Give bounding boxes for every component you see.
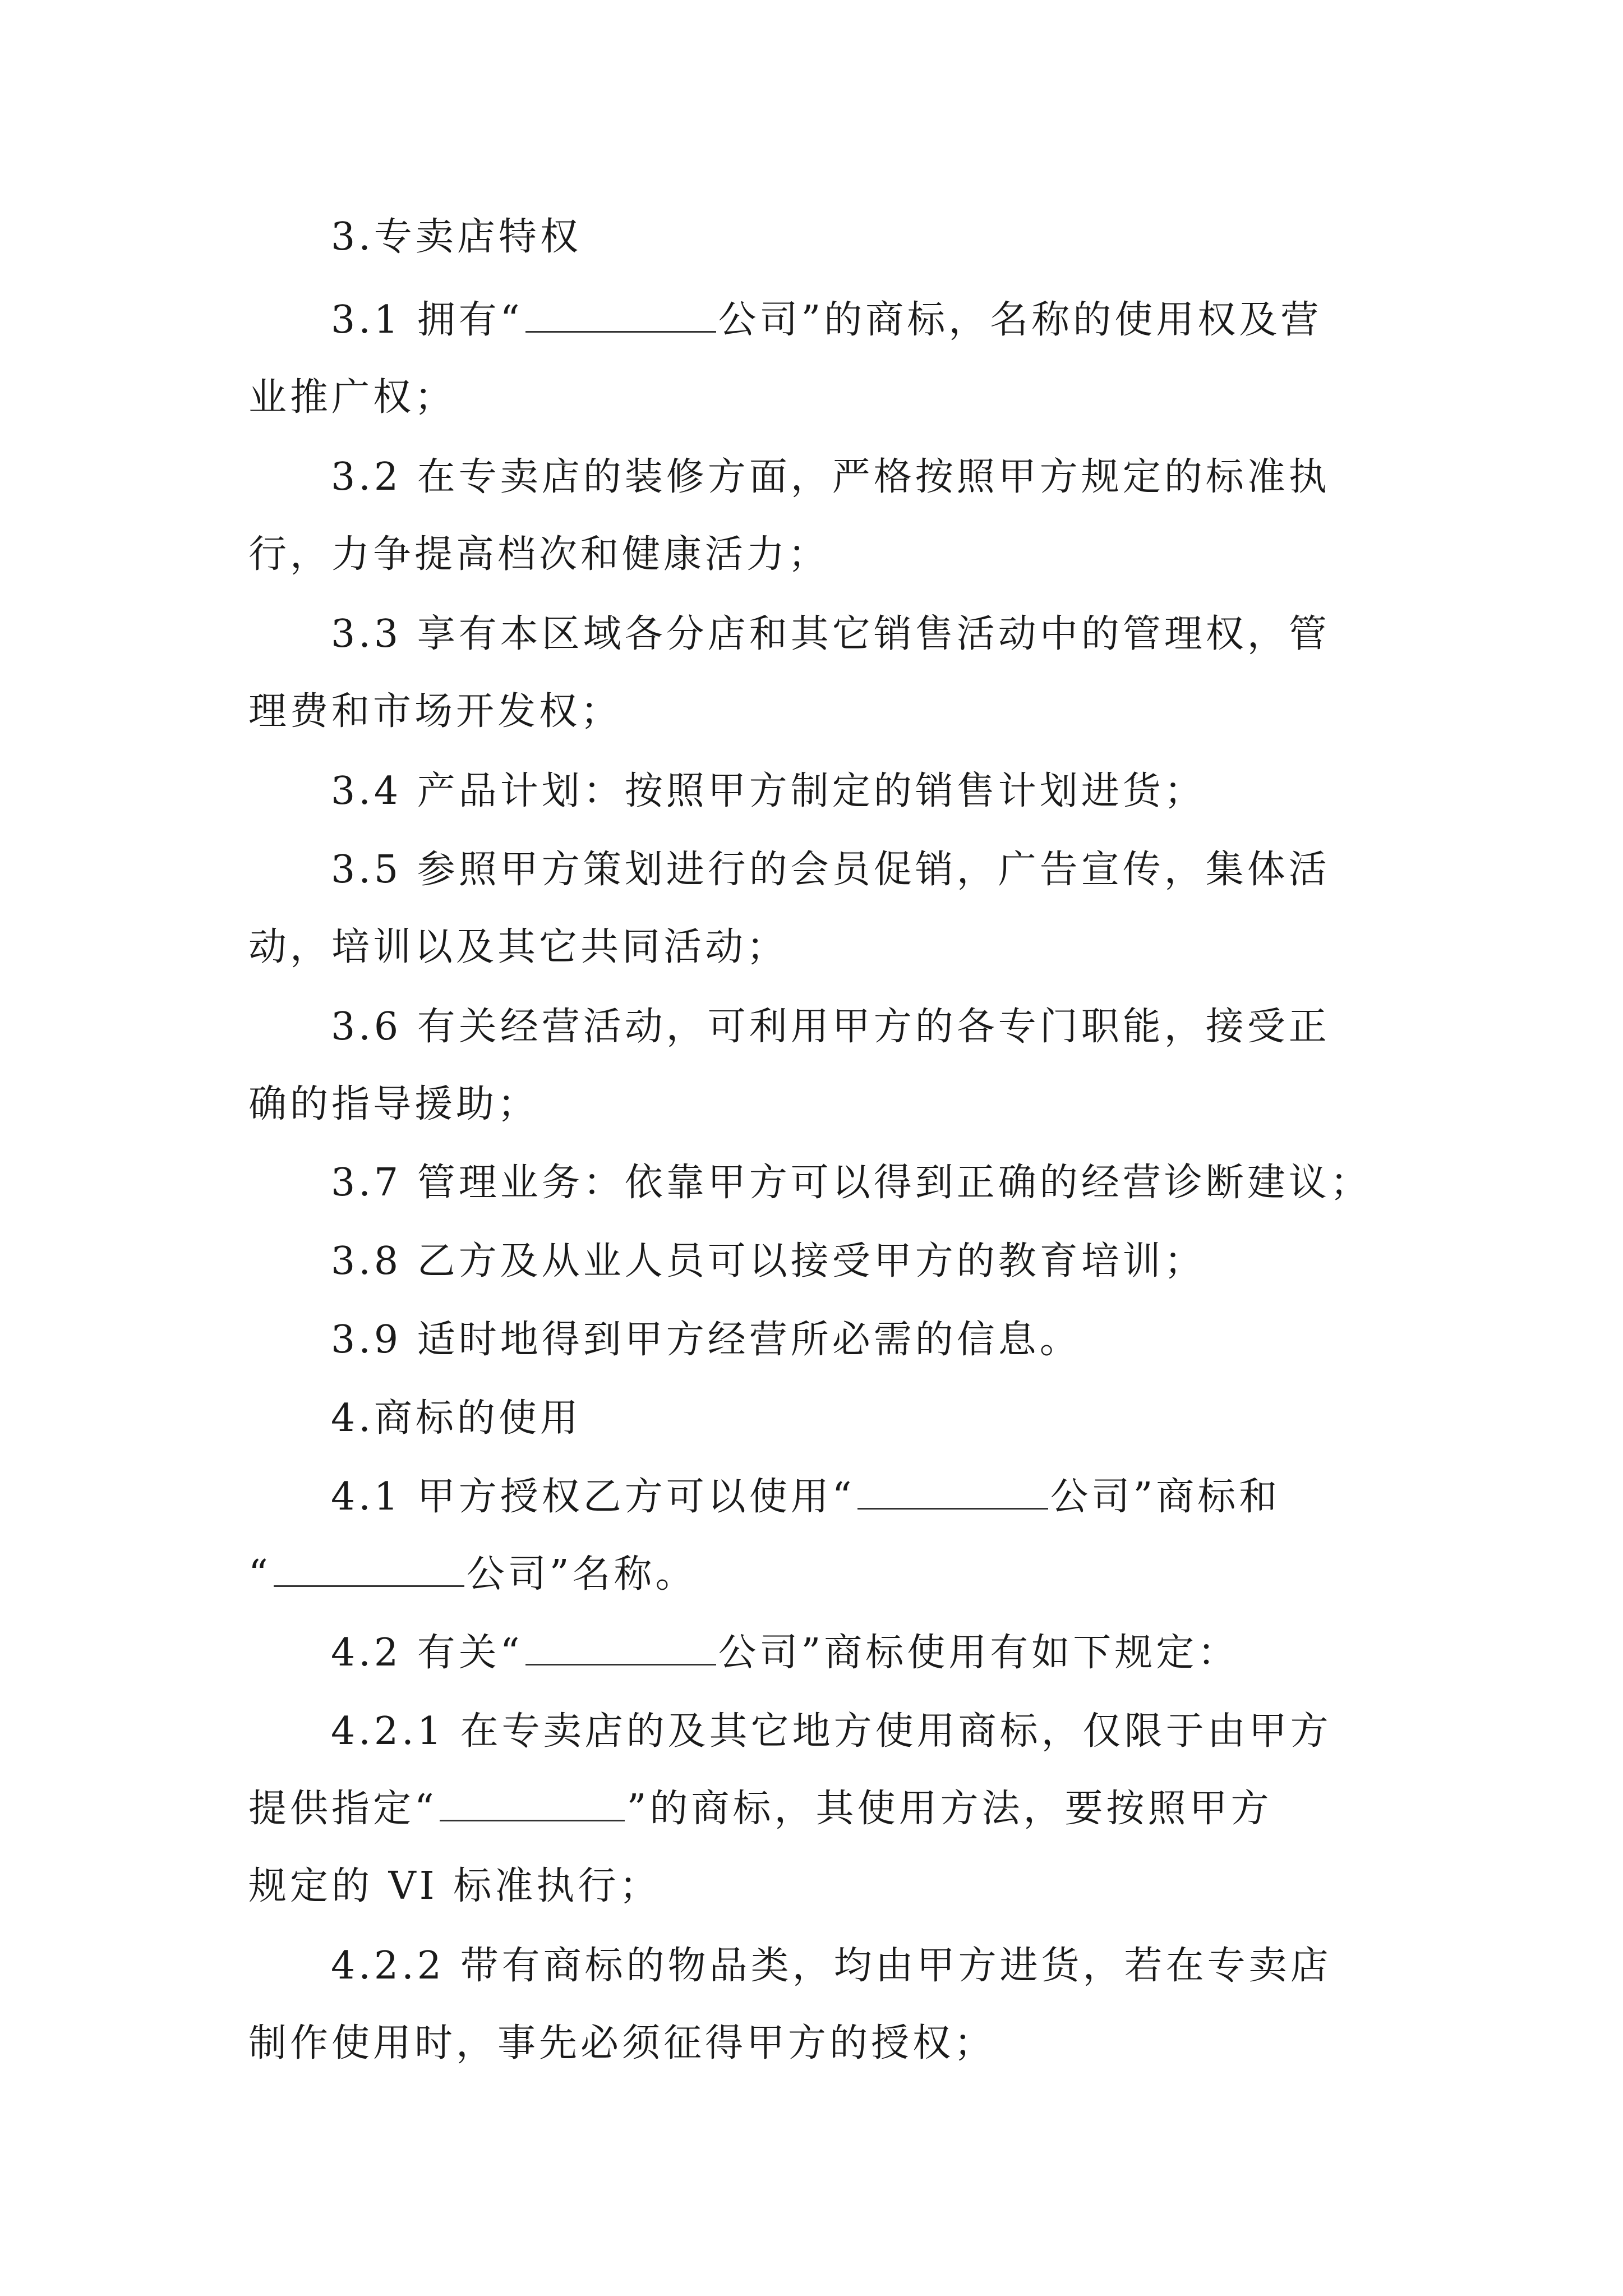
paragraph-4-2-1-line-3 [248,1861,1393,1912]
paragraph-3-4 [331,766,1475,817]
text-span: 4.2.2 带有商标的物品类，均由甲方进货，若在专卖店 [331,1944,1332,1988]
text-span: 规定的 VI 标准执行； [248,1864,661,1908]
paragraph-3-1-line-1 [331,295,1475,346]
text-span: 确的指导援助； [248,1082,540,1126]
paragraph-3-2-line-1 [331,452,1475,503]
paragraph-4-2-2-line-1 [331,1940,1475,1992]
paragraph-3-1-line-2 [248,372,1393,424]
blank-underline [440,1786,625,1821]
paragraph-3-6-line-2 [248,1079,1393,1130]
text-span: 公司”商标使用有如下规定： [718,1631,1239,1675]
text-span: 4.2 有关“ [331,1631,523,1675]
text-span: “ [248,1552,271,1596]
paragraph-4-2-1-line-2 [248,1783,1393,1835]
blank-underline [274,1552,464,1587]
text-span: 3.3 享有本区域各分店和其它销售活动中的管理权，管 [331,612,1330,656]
paragraph-4-2 [331,1627,1475,1679]
text-span: ”的商标，其使用方法，要按照甲方 [626,1787,1272,1831]
text-span: 3.8 乙方及从业人员可以接受甲方的教育培训； [331,1239,1206,1283]
paragraph-3-5-line-1 [331,844,1475,896]
text-span: 3.7 管理业务：依靠甲方可以得到正确的经营诊断建议； [331,1161,1372,1205]
paragraph-3-3-line-2 [248,686,1393,738]
text-span: 提供指定“ [248,1787,437,1831]
paragraph-3-6-line-1 [331,1001,1475,1053]
paragraph-3-9 [331,1314,1475,1366]
text-span: 行，力争提高档次和健康活力； [248,532,830,577]
text-span: 3.6 有关经营活动，可利用甲方的各专门职能，接受正 [331,1005,1330,1049]
section-heading-4 [331,1393,1475,1444]
text-span: 动，培训以及其它共同活动； [248,925,789,969]
text-span: 业推广权； [248,375,457,420]
paragraph-3-5-line-2 [248,922,1393,973]
paragraph-4-1-line-1 [331,1471,1475,1523]
text-span: 理费和市场开发权； [248,689,623,734]
text-span: 4.2.1 在专卖店的及其它地方使用商标，仅限于由甲方 [331,1709,1332,1754]
text-span: 公司”商标和 [1050,1475,1281,1519]
paragraph-3-7 [331,1157,1475,1209]
text-span: 4.商标的使用 [331,1396,582,1441]
text-span: 3.1 拥有“ [331,298,523,342]
paragraph-3-2-line-2 [248,529,1393,581]
text-span: 3.4 产品计划：按照甲方制定的销售计划进货； [331,769,1206,813]
blank-underline [525,297,716,333]
blank-underline [525,1630,716,1665]
blank-underline [857,1474,1048,1510]
section-heading-3 [331,211,1475,263]
text-span: 制作使用时，事先必须征得甲方的授权； [248,2021,996,2065]
text-span: 3.专卖店特权 [331,215,582,259]
text-span: 3.2 在专卖店的装修方面，严格按照甲方规定的标准执 [331,455,1330,499]
text-span: 4.1 甲方授权乙方可以使用“ [331,1475,855,1519]
text-span: 3.5 参照甲方策划进行的会员促销，广告宣传，集体活 [331,848,1330,892]
paragraph-3-3-line-1 [331,609,1475,660]
paragraph-4-1-line-2 [248,1549,1393,1600]
text-span: 公司”名称。 [466,1552,697,1596]
paragraph-3-8 [331,1236,1475,1287]
text-span: 公司”的商标，名称的使用权及营 [718,298,1322,342]
text-span: 3.9 适时地得到甲方经营所必需的信息。 [331,1318,1081,1362]
paragraph-4-2-1-line-1 [331,1706,1475,1757]
paragraph-4-2-2-line-2 [248,2018,1393,2069]
